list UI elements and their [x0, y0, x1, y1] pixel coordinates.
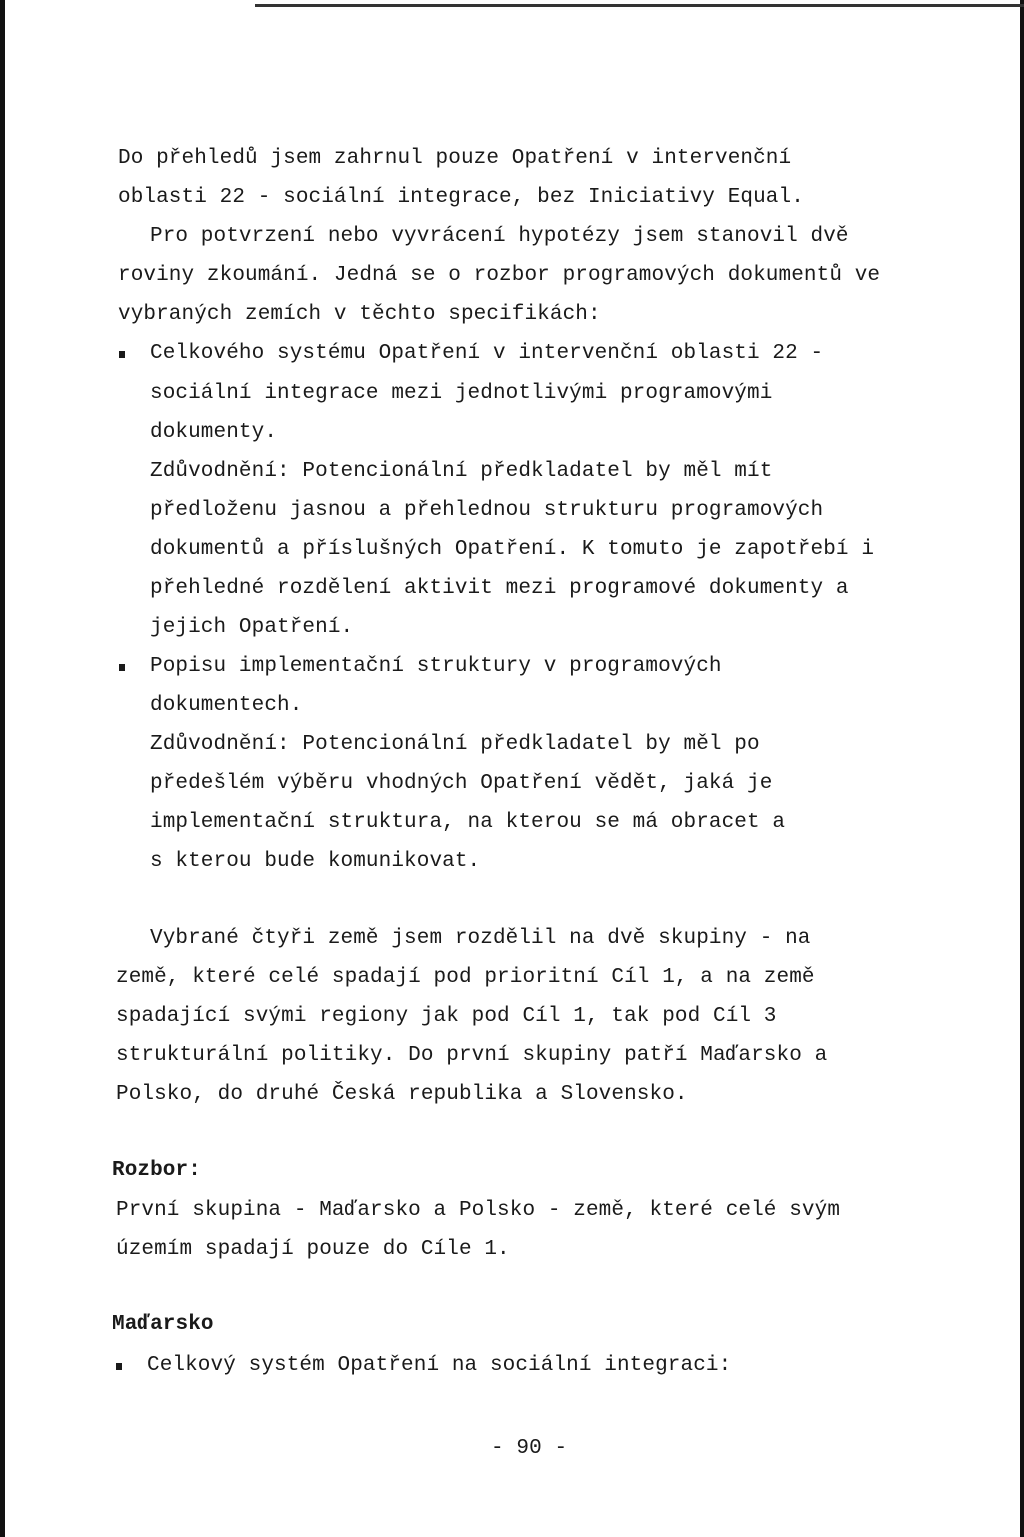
text-line: implementační struktura, na kterou se má obracet a: [150, 811, 786, 834]
text-line: dokumentech.: [150, 694, 303, 717]
bullet-icon: [116, 1363, 122, 1370]
scan-edge-top: [255, 4, 1024, 7]
text-line: Polsko, do druhé Česká republika a Slovensko.: [116, 1083, 688, 1106]
text-line: s kterou bude komunikovat.: [150, 850, 481, 873]
page-number: - 90 -: [491, 1437, 568, 1460]
text-line: územím spadají pouze do Cíle 1.: [116, 1238, 510, 1261]
text-line: roviny zkoumání. Jedná se o rozbor programových dokumentů ve: [118, 264, 881, 287]
text-line: předloženu jasnou a přehlednou strukturu programových: [150, 499, 824, 522]
text-line: strukturální politiky. Do první skupiny patří Maďarsko a: [116, 1044, 828, 1067]
text-line: vybraných zemích v těchto specifikách:: [118, 303, 601, 326]
text-line: dokumentů a příslušných Opatření. K tomuto je zapotřebí i: [150, 538, 875, 561]
text-line: přehledné rozdělení aktivit mezi programové dokumenty a: [150, 577, 849, 600]
text-line: Do přehledů jsem zahrnul pouze Opatření v intervenční: [118, 147, 792, 170]
text-line: Zdůvodnění: Potencionální předkladatel by měl mít: [150, 460, 773, 483]
text-line: dokumenty.: [150, 421, 278, 444]
scan-edge-left: [0, 0, 5, 1537]
text-line: spadající svými regiony jak pod Cíl 1, tak pod Cíl 3: [116, 1005, 777, 1028]
scan-edge-right: [1020, 0, 1024, 1537]
text-line: jejich Opatření.: [150, 616, 354, 639]
section-heading-madarsko: Maďarsko: [112, 1313, 214, 1336]
text-line: Zdůvodnění: Potencionální předkladatel by měl po: [150, 733, 760, 756]
section-heading-rozbor: Rozbor:: [112, 1159, 201, 1182]
text-line: oblasti 22 - sociální integrace, bez Iniciativy Equal.: [118, 186, 804, 209]
bullet-icon: [119, 664, 125, 671]
bullet-icon: [119, 351, 125, 358]
text-line: Pro potvrzení nebo vyvrácení hypotézy jsem stanovil dvě: [150, 225, 849, 248]
text-line: sociální integrace mezi jednotlivými programovými: [150, 382, 773, 405]
text-line: Celkového systému Opatření v intervenční oblasti 22 -: [150, 342, 824, 365]
text-line: Popisu implementační struktury v programových: [150, 655, 722, 678]
text-line: Vybrané čtyři země jsem rozdělil na dvě skupiny - na: [150, 927, 811, 950]
text-line: První skupina - Maďarsko a Polsko - země, které celé svým: [116, 1199, 841, 1222]
text-line: Celkový systém Opatření na sociální integraci:: [147, 1354, 732, 1377]
text-line: země, které celé spadají pod prioritní Cíl 1, a na země: [116, 966, 815, 989]
text-line: předešlém výběru vhodných Opatření vědět, jaká je: [150, 772, 773, 795]
